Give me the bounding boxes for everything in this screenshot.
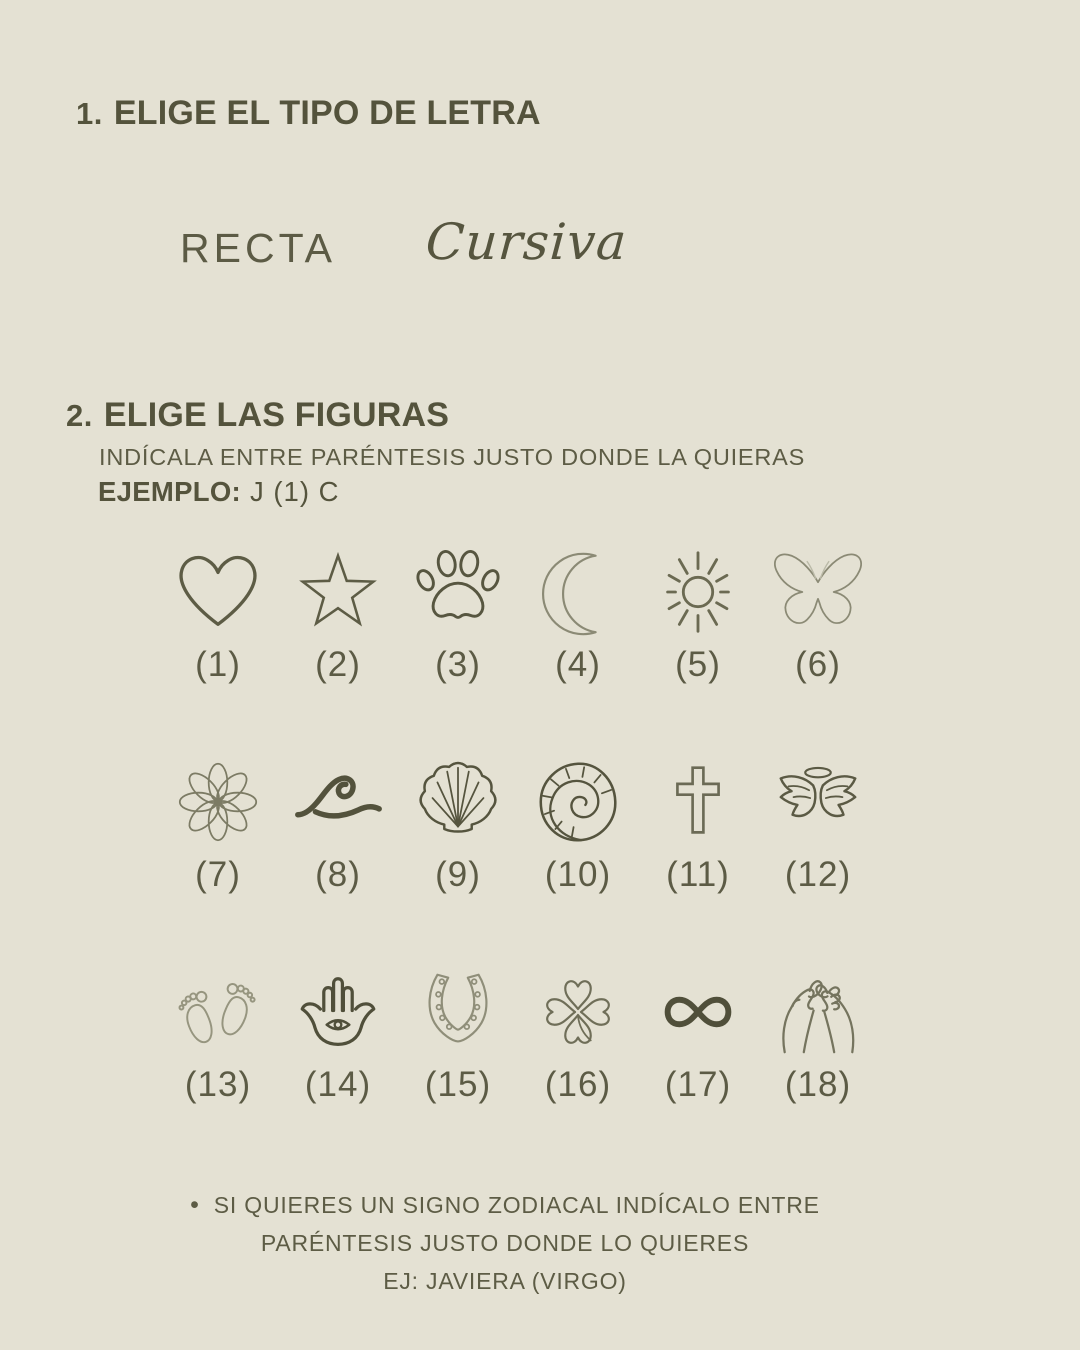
example-value: J (1) C (249, 476, 340, 507)
figure-number: (6) (795, 645, 841, 684)
figure-baby-feet (169, 963, 267, 1105)
figure-number: (5) (675, 645, 721, 684)
figure-spiral-shell (529, 753, 627, 895)
example-label: EJEMPLO: (98, 476, 241, 507)
figure-star (289, 543, 387, 685)
section2-number: 2. (66, 398, 93, 433)
section2-subtitle: INDÍCALA ENTRE PARÉNTESIS JUSTO DONDE LA QUIERAS (99, 444, 806, 470)
figure-number: (13) (184, 1065, 252, 1104)
figure-number: (14) (304, 1065, 372, 1104)
figure-number: (15) (424, 1065, 492, 1104)
figure-cross (649, 753, 747, 895)
section1-number: 1. (76, 96, 103, 131)
figure-scallop-shell (409, 753, 507, 895)
figure-wave (289, 753, 387, 895)
footnote-line-1: • SI QUIERES UN SIGNO ZODIACAL INDÍCALO ENTRE (190, 1191, 820, 1219)
figure-heart (169, 543, 267, 685)
figures-grid (158, 543, 878, 1105)
font-option-cursiva: Cursiva (423, 213, 630, 271)
section1-heading (76, 94, 541, 133)
figure-number: (18) (784, 1065, 852, 1104)
figure-number: (9) (435, 855, 481, 894)
moon-icon (529, 543, 627, 641)
figure-flower (169, 753, 267, 895)
figure-clover (529, 963, 627, 1105)
figure-paw (409, 543, 507, 685)
bullet-icon: • (190, 1191, 200, 1219)
baby-feet-icon (169, 963, 267, 1061)
infinity-icon (649, 963, 747, 1061)
figure-number: (2) (315, 645, 361, 684)
hamsa-icon (289, 963, 387, 1061)
footnote-line-3: EJ: JAVIERA (VIRGO) (383, 1268, 627, 1294)
figure-infinity (649, 963, 747, 1105)
figure-number: (4) (555, 645, 601, 684)
butterfly-icon (769, 543, 867, 641)
cross-icon (649, 753, 747, 851)
zodiac-footnote (155, 1186, 855, 1300)
figure-number: (17) (664, 1065, 732, 1104)
spiral-shell-icon (529, 753, 627, 851)
figure-number: (1) (195, 645, 241, 684)
footnote-line-2: PARÉNTESIS JUSTO DONDE LO QUIERES (260, 1230, 750, 1256)
section2-heading (66, 396, 449, 435)
flower-icon (169, 753, 267, 851)
section1-title: ELIGE EL TIPO DE LETRA (113, 94, 541, 132)
pinky-promise-icon (769, 963, 867, 1061)
clover-icon (529, 963, 627, 1061)
font-option-recta: RECTA (180, 225, 336, 271)
figure-number: (11) (666, 855, 730, 894)
figure-pinky-promise (769, 963, 867, 1105)
figure-moon (529, 543, 627, 685)
figure-number: (10) (544, 855, 612, 894)
figure-number: (12) (784, 855, 852, 894)
figure-number: (7) (195, 855, 241, 894)
figure-butterfly (769, 543, 867, 685)
section2-example (98, 476, 339, 508)
paw-icon (409, 543, 507, 641)
star-icon (289, 543, 387, 641)
figure-sun (649, 543, 747, 685)
horseshoe-icon (409, 963, 507, 1061)
heart-icon (169, 543, 267, 641)
sun-icon (649, 543, 747, 641)
figure-number: (3) (435, 645, 481, 684)
figure-number: (16) (544, 1065, 612, 1104)
wave-icon (289, 753, 387, 851)
figure-hamsa (289, 963, 387, 1105)
section2-title: ELIGE LAS FIGURAS (103, 396, 450, 434)
scallop-shell-icon (409, 753, 507, 851)
figure-angel-wings (769, 753, 867, 895)
figure-horseshoe (409, 963, 507, 1105)
figure-number: (8) (315, 855, 361, 894)
angel-wings-icon (769, 753, 867, 851)
